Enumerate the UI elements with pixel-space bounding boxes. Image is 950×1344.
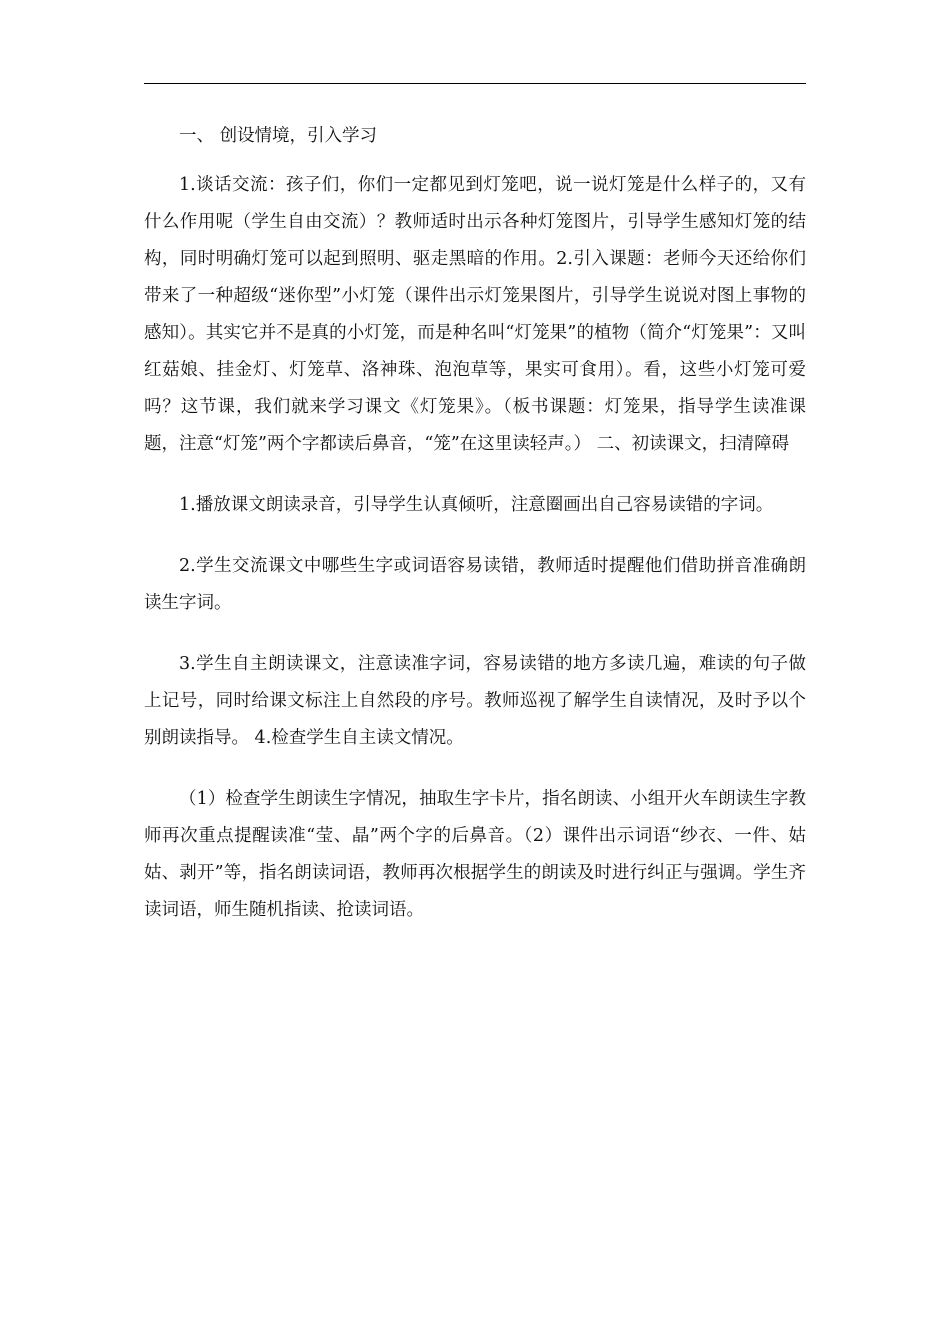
paragraph-step-1: 1.播放课文朗读录音，引导学生认真倾听，注意圈画出自己容易读错的字词。 [179, 495, 774, 515]
paragraph-step-4-detail: （1）检查学生朗读生字情况，抽取生字卡片，指名朗读、小组开火车朗读生字教师再次重点提醒读准“莹、晶”两个字的后鼻音。（2）课件出示词语“纱衣、一件、姑姑、剥开”等，指名朗读词语，教师再次根据学生的朗读及时进行纠正与强调。学生齐读词语，师生随机指读、抢读词语。 [144, 789, 806, 920]
paragraph-step-2: 2.学生交流课文中哪些生字或词语容易读错，教师适时提醒他们借助拼音准确朗读生字词。 [144, 556, 806, 613]
document-body [144, 118, 806, 929]
paragraph-step-3: 3.学生自主朗读课文，注意读准字词，容易读错的地方多读几遍，难读的句子做上记号，同时给课文标注上自然段的序号。教师巡视了解学生自读情况，及时予以个别朗读指导。 4.检查学生自主读文情况。 [144, 654, 806, 748]
header-rule [144, 83, 806, 84]
paragraph-intro: 1.谈话交流：孩子们，你们一定都见到灯笼吧，说一说灯笼是什么样子的，又有什么作用呢（学生自由交流）？教师适时出示各种灯笼图片，引导学生感知灯笼的结构，同时明确灯笼可以起到照明、驱走黑暗的作用。2.引入课题：老师今天还给你们带来了一种超级“迷你型”小灯笼（课件出示灯笼果图片，引导学生说说对图上事物的感知）。其实它并不是真的小灯笼，而是种名叫“灯笼果”的植物（简介“灯笼果”：又叫红菇娘、挂金灯、灯笼草、洛神珠、泡泡草等，果实可食用）。看，这些小灯笼可爱吗？这节课，我们就来学习课文《灯笼果》。（板书课题：灯笼果，指导学生读准课题，注意“灯笼”两个字都读后鼻音，“笼”在这里读轻声。） 二、初读课文，扫清障碍 [144, 175, 806, 454]
section-heading-1: 一、 创设情境，引入学习 [179, 126, 378, 146]
